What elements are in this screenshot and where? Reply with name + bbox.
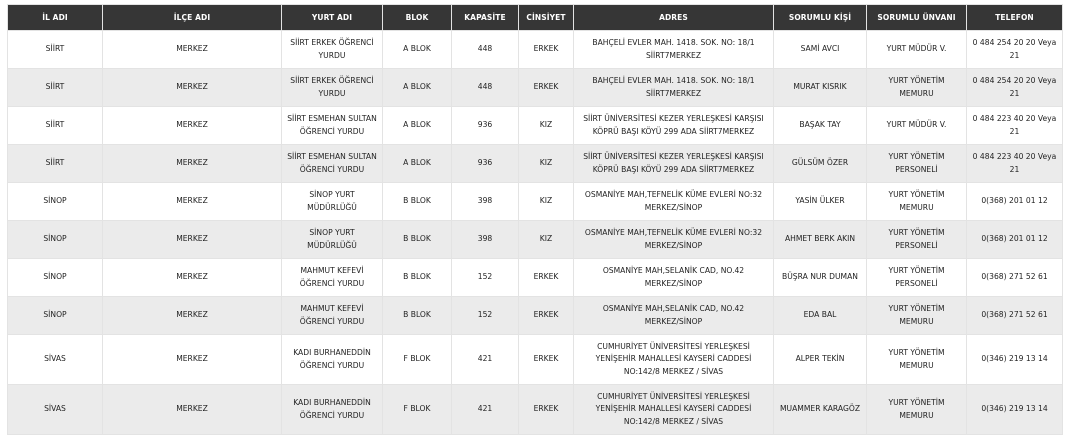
cell-il: SİVAS [8, 385, 103, 435]
table-header [8, 5, 1063, 31]
table-row [8, 31, 1063, 69]
cell-il: SİNOP [8, 297, 103, 335]
cell-kapasite: 398 [452, 221, 519, 259]
cell-sorumlu: EDA BAL [774, 297, 867, 335]
header-yurt: YURT ADI [282, 5, 383, 31]
cell-cinsiyet: ERKEK [519, 385, 574, 435]
cell-adres: OSMANİYE MAH,SELANİK CAD, NO.42 MERKEZ/SİNOP [574, 297, 774, 335]
cell-blok: B BLOK [383, 183, 452, 221]
cell-adres: SİİRT ÜNİVERSİTESİ KEZER YERLEŞKESİ KARŞISI KÖPRÜ BAŞI KÖYÜ 299 ADA SİİRT7MERKEZ [574, 107, 774, 145]
cell-blok: B BLOK [383, 259, 452, 297]
cell-kapasite: 398 [452, 183, 519, 221]
cell-sorumlu: AHMET BERK AKIN [774, 221, 867, 259]
cell-ilce: MERKEZ [103, 335, 282, 385]
cell-telefon: 0 484 254 20 20 Veya 21 [967, 69, 1063, 107]
cell-sorumlu: BAŞAK TAY [774, 107, 867, 145]
cell-cinsiyet: KIZ [519, 183, 574, 221]
header-cinsiyet: CİNSİYET [519, 5, 574, 31]
cell-il: SİİRT [8, 145, 103, 183]
cell-blok: F BLOK [383, 335, 452, 385]
table-row [8, 297, 1063, 335]
cell-cinsiyet: KIZ [519, 107, 574, 145]
cell-ilce: MERKEZ [103, 221, 282, 259]
table-body [8, 31, 1063, 435]
cell-cinsiyet: KIZ [519, 145, 574, 183]
cell-adres: BAHÇELİ EVLER MAH. 1418. SOK. NO: 18/1 SİİRT7MERKEZ [574, 31, 774, 69]
cell-yurt: MAHMUT KEFEVİ ÖĞRENCİ YURDU [282, 259, 383, 297]
cell-blok: F BLOK [383, 385, 452, 435]
cell-kapasite: 152 [452, 297, 519, 335]
table-row [8, 69, 1063, 107]
cell-yurt: SİİRT ESMEHAN SULTAN ÖĞRENCİ YURDU [282, 145, 383, 183]
cell-yurt: KADI BURHANEDDİN ÖĞRENCİ YURDU [282, 385, 383, 435]
cell-kapasite: 448 [452, 69, 519, 107]
cell-telefon: 0(368) 201 01 12 [967, 183, 1063, 221]
cell-adres: OSMANİYE MAH,TEFNELİK KÜME EVLERİ NO:32 MERKEZ/SİNOP [574, 183, 774, 221]
cell-kapasite: 421 [452, 385, 519, 435]
cell-sorumlu: ALPER TEKİN [774, 335, 867, 385]
cell-telefon: 0 484 223 40 20 Veya 21 [967, 145, 1063, 183]
header-unvan: SORUMLU ÜNVANI [867, 5, 967, 31]
cell-sorumlu: SAMİ AVCI [774, 31, 867, 69]
cell-cinsiyet: ERKEK [519, 69, 574, 107]
cell-adres: OSMANİYE MAH,SELANİK CAD, NO.42 MERKEZ/SİNOP [574, 259, 774, 297]
header-il: İL ADI [8, 5, 103, 31]
dormitory-table-container [7, 4, 1062, 435]
cell-sorumlu: MUAMMER KARAGÖZ [774, 385, 867, 435]
cell-unvan: YURT YÖNETİM MEMURU [867, 183, 967, 221]
cell-yurt: MAHMUT KEFEVİ ÖĞRENCİ YURDU [282, 297, 383, 335]
cell-cinsiyet: ERKEK [519, 335, 574, 385]
cell-yurt: SİİRT ERKEK ÖĞRENCİ YURDU [282, 31, 383, 69]
cell-telefon: 0(368) 271 52 61 [967, 259, 1063, 297]
header-sorumlu: SORUMLU KİŞİ [774, 5, 867, 31]
cell-blok: B BLOK [383, 297, 452, 335]
dormitory-table [7, 4, 1063, 435]
table-row [8, 183, 1063, 221]
cell-unvan: YURT YÖNETİM MEMURU [867, 297, 967, 335]
cell-cinsiyet: ERKEK [519, 259, 574, 297]
cell-telefon: 0 484 254 20 20 Veya 21 [967, 31, 1063, 69]
table-row [8, 107, 1063, 145]
cell-il: SİVAS [8, 335, 103, 385]
cell-kapasite: 448 [452, 31, 519, 69]
cell-blok: A BLOK [383, 145, 452, 183]
cell-ilce: MERKEZ [103, 183, 282, 221]
cell-ilce: MERKEZ [103, 69, 282, 107]
cell-il: SİNOP [8, 221, 103, 259]
cell-telefon: 0(346) 219 13 14 [967, 335, 1063, 385]
cell-unvan: YURT YÖNETİM PERSONELİ [867, 221, 967, 259]
cell-sorumlu: BÜŞRA NUR DUMAN [774, 259, 867, 297]
cell-il: SİNOP [8, 259, 103, 297]
cell-yurt: KADI BURHANEDDİN ÖĞRENCİ YURDU [282, 335, 383, 385]
cell-sorumlu: YASİN ÜLKER [774, 183, 867, 221]
header-ilce: İLÇE ADI [103, 5, 282, 31]
cell-ilce: MERKEZ [103, 145, 282, 183]
cell-sorumlu: GÜLSÜM ÖZER [774, 145, 867, 183]
header-telefon: TELEFON [967, 5, 1063, 31]
cell-il: SİNOP [8, 183, 103, 221]
cell-cinsiyet: ERKEK [519, 31, 574, 69]
cell-ilce: MERKEZ [103, 31, 282, 69]
cell-il: SİİRT [8, 31, 103, 69]
header-row [8, 5, 1063, 31]
table-row [8, 145, 1063, 183]
cell-ilce: MERKEZ [103, 297, 282, 335]
cell-il: SİİRT [8, 69, 103, 107]
cell-kapasite: 152 [452, 259, 519, 297]
cell-unvan: YURT MÜDÜR V. [867, 31, 967, 69]
cell-cinsiyet: KIZ [519, 221, 574, 259]
cell-cinsiyet: ERKEK [519, 297, 574, 335]
cell-blok: A BLOK [383, 31, 452, 69]
cell-unvan: YURT YÖNETİM PERSONELİ [867, 145, 967, 183]
table-row [8, 335, 1063, 385]
cell-ilce: MERKEZ [103, 385, 282, 435]
cell-adres: BAHÇELİ EVLER MAH. 1418. SOK. NO: 18/1 SİİRT7MERKEZ [574, 69, 774, 107]
cell-unvan: YURT YÖNETİM MEMURU [867, 385, 967, 435]
cell-telefon: 0(368) 271 52 61 [967, 297, 1063, 335]
header-kapasite: KAPASİTE [452, 5, 519, 31]
cell-yurt: SİNOP YURT MÜDÜRLÜĞÜ [282, 221, 383, 259]
cell-adres: OSMANİYE MAH,TEFNELİK KÜME EVLERİ NO:32 MERKEZ/SİNOP [574, 221, 774, 259]
cell-unvan: YURT YÖNETİM MEMURU [867, 335, 967, 385]
cell-ilce: MERKEZ [103, 259, 282, 297]
cell-telefon: 0(346) 219 13 14 [967, 385, 1063, 435]
table-row [8, 221, 1063, 259]
cell-kapasite: 936 [452, 107, 519, 145]
cell-unvan: YURT MÜDÜR V. [867, 107, 967, 145]
cell-adres: CUMHURİYET ÜNİVERSİTESİ YERLEŞKESİ YENİŞEHİR MAHALLESİ KAYSERİ CADDESİ NO:142/8 MERKEZ / SİVAS [574, 335, 774, 385]
cell-telefon: 0 484 223 40 20 Veya 21 [967, 107, 1063, 145]
cell-yurt: SİİRT ESMEHAN SULTAN ÖĞRENCİ YURDU [282, 107, 383, 145]
cell-telefon: 0(368) 201 01 12 [967, 221, 1063, 259]
header-adres: ADRES [574, 5, 774, 31]
header-blok: BLOK [383, 5, 452, 31]
cell-kapasite: 421 [452, 335, 519, 385]
cell-sorumlu: MURAT KISRIK [774, 69, 867, 107]
cell-blok: A BLOK [383, 107, 452, 145]
cell-blok: A BLOK [383, 69, 452, 107]
cell-il: SİİRT [8, 107, 103, 145]
cell-unvan: YURT YÖNETİM PERSONELİ [867, 259, 967, 297]
cell-kapasite: 936 [452, 145, 519, 183]
cell-ilce: MERKEZ [103, 107, 282, 145]
table-row [8, 385, 1063, 435]
cell-yurt: SİİRT ERKEK ÖĞRENCİ YURDU [282, 69, 383, 107]
cell-blok: B BLOK [383, 221, 452, 259]
cell-unvan: YURT YÖNETİM MEMURU [867, 69, 967, 107]
cell-adres: SİİRT ÜNİVERSİTESİ KEZER YERLEŞKESİ KARŞISI KÖPRÜ BAŞI KÖYÜ 299 ADA SİİRT7MERKEZ [574, 145, 774, 183]
table-row [8, 259, 1063, 297]
cell-yurt: SİNOP YURT MÜDÜRLÜĞÜ [282, 183, 383, 221]
cell-adres: CUMHURİYET ÜNİVERSİTESİ YERLEŞKESİ YENİŞEHİR MAHALLESİ KAYSERİ CADDESİ NO:142/8 MERKEZ / SİVAS [574, 385, 774, 435]
